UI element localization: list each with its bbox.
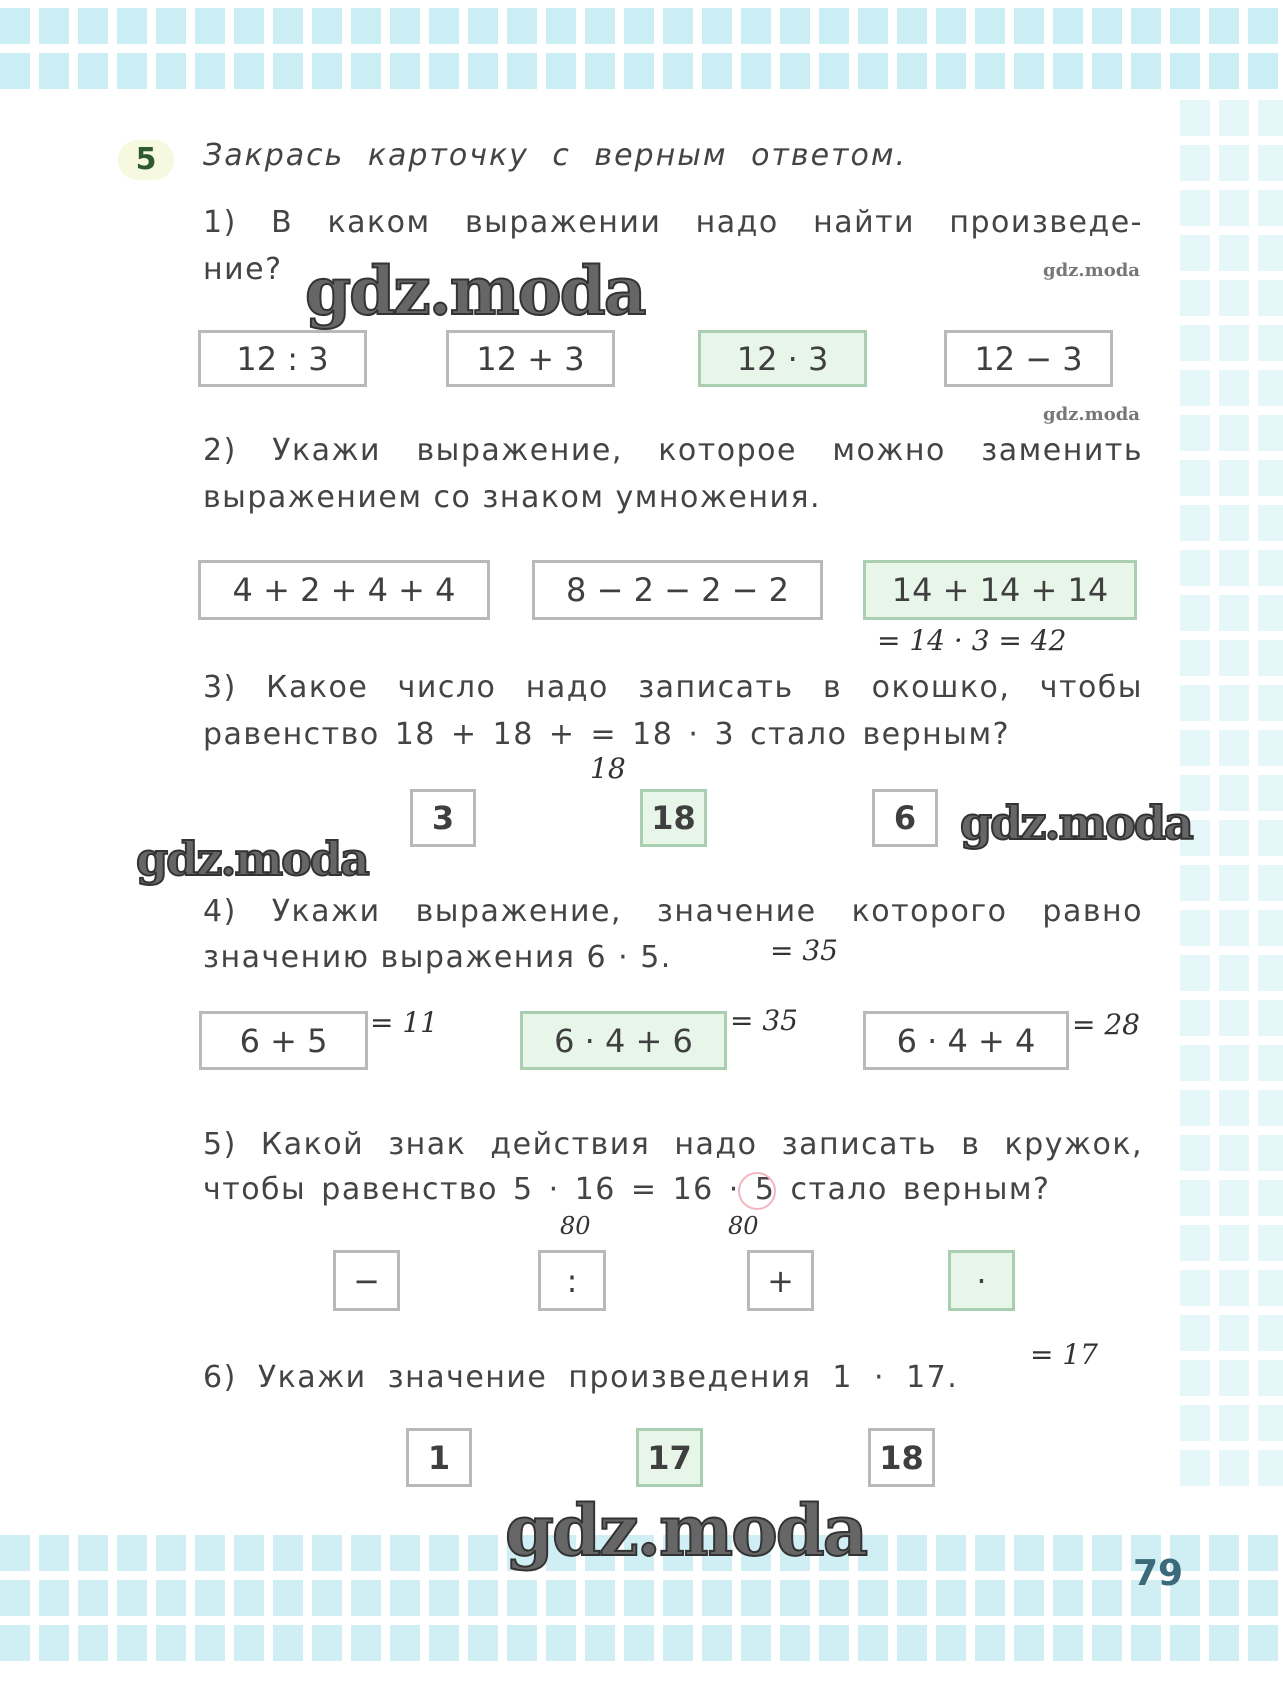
handwritten-note: = 35 [730, 1004, 798, 1037]
top-grid-band [0, 8, 1283, 108]
answer-card[interactable]: : [538, 1250, 606, 1311]
watermark-small: gdz.moda [1043, 404, 1140, 425]
handwritten-note: = 17 [1030, 1338, 1098, 1371]
answer-card[interactable]: 6 [872, 789, 938, 847]
answer-card[interactable]: 3 [410, 789, 476, 847]
answer-card[interactable]: + [747, 1250, 814, 1311]
watermark: gdz.moda [136, 832, 368, 886]
exercise-number: 5 [118, 140, 174, 180]
question-1-line-2: ние? [203, 252, 283, 287]
question-3-line-2: равенство 18 + 18 + = 18 · 3 стало верным? [203, 717, 1011, 752]
page-number: 79 [1133, 1553, 1184, 1594]
answer-card[interactable]: 6 · 4 + 4 [863, 1011, 1069, 1070]
question-6-line-1: 6) Укажи значение произведения 1 · 17. [203, 1360, 959, 1395]
answer-card-correct[interactable]: 12 · 3 [698, 330, 867, 387]
question-3-line-1: 3) Какое число надо записать в окошко, чтобы [203, 670, 1143, 705]
answer-card[interactable]: 4 + 2 + 4 + 4 [198, 560, 490, 620]
grid-row [0, 8, 1283, 44]
handwritten-note: 80 [560, 1212, 591, 1240]
answer-circle [738, 1172, 776, 1210]
answer-card[interactable]: 12 − 3 [944, 330, 1113, 387]
question-5-line-1: 5) Какой знак действия надо записать в кружок, [203, 1127, 1143, 1162]
answer-card-correct[interactable]: · [948, 1250, 1015, 1311]
question-1-line-1: 1) В каком выражении надо найти произведе- [203, 205, 1143, 240]
question-5-line-2: чтобы равенство 5 · 16 = 16 · 5 стало верным? [203, 1172, 1051, 1207]
watermark: gdz.moda [305, 252, 645, 330]
answer-card[interactable]: 1 [406, 1428, 472, 1487]
question-4-line-2: значению выражения 6 · 5. [203, 940, 672, 975]
instruction: Закрась карточку с верным ответом. [203, 138, 908, 173]
answer-card[interactable]: 8 − 2 − 2 − 2 [532, 560, 823, 620]
answer-card[interactable]: 12 + 3 [446, 330, 615, 387]
answer-card[interactable]: − [333, 1250, 400, 1311]
handwritten-note: = 35 [770, 934, 838, 967]
right-grid-strip [1180, 100, 1283, 1520]
handwritten-answer: 18 [590, 752, 626, 785]
watermark: gdz.moda [505, 1489, 867, 1572]
answer-card-correct[interactable]: 18 [640, 789, 707, 847]
answer-card-correct[interactable]: 17 [636, 1428, 703, 1487]
answer-card[interactable]: 6 + 5 [199, 1011, 368, 1070]
answer-card[interactable]: 12 : 3 [198, 330, 367, 387]
handwritten-note: = 11 [370, 1006, 438, 1039]
handwritten-note: = 28 [1072, 1008, 1140, 1041]
answer-card-correct[interactable]: 14 + 14 + 14 [863, 560, 1137, 620]
watermark-small: gdz.moda [1043, 260, 1140, 281]
handwritten-note: 80 [728, 1212, 759, 1240]
watermark: gdz.moda [960, 796, 1192, 850]
answer-card-correct[interactable]: 6 · 4 + 6 [520, 1011, 727, 1070]
question-4-line-1: 4) Укажи выражение, значение которого равно [203, 894, 1143, 929]
grid-row [0, 53, 1283, 89]
question-2-line-1: 2) Укажи выражение, которое можно заменить [203, 433, 1143, 468]
question-2-line-2: выражением со знаком умножения. [203, 480, 822, 515]
handwritten-note: = 14 · 3 = 42 [877, 624, 1067, 657]
answer-card[interactable]: 18 [868, 1428, 935, 1487]
